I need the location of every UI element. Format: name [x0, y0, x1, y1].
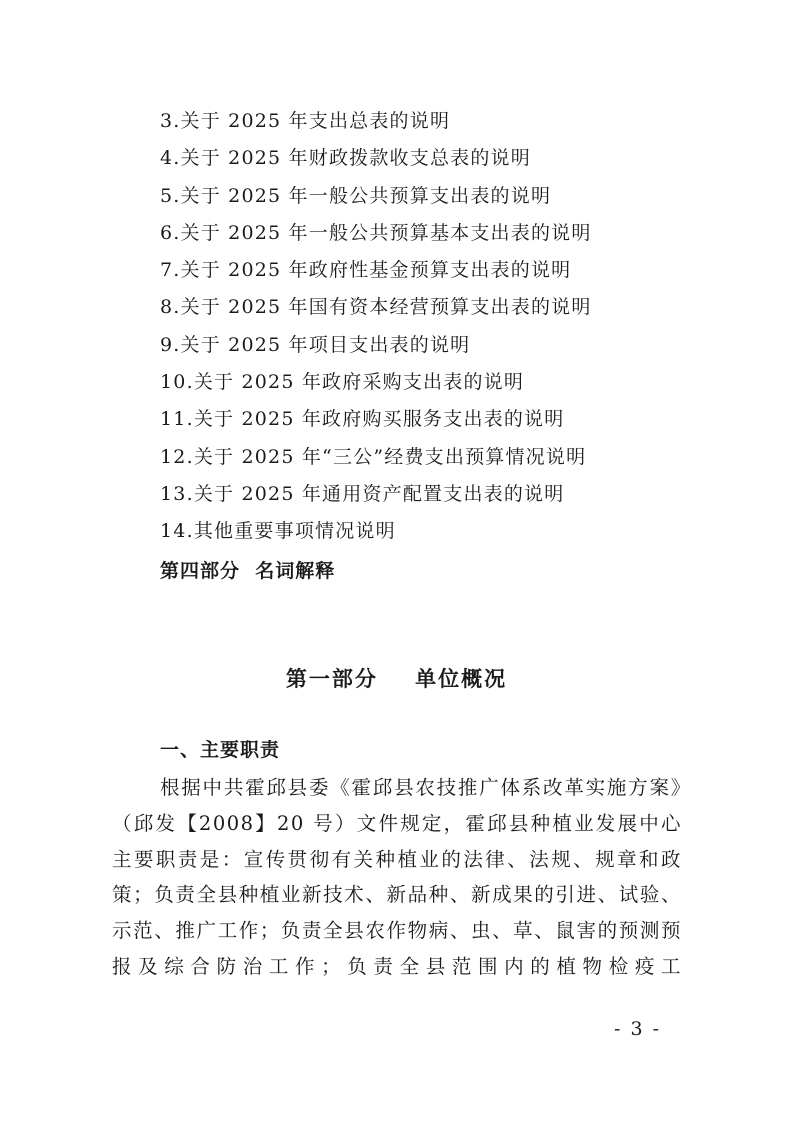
toc-item: 10.关于 2025 年政府采购支出表的说明	[160, 371, 525, 394]
toc-item: 5.关于 2025 年一般公共预算支出表的说明	[160, 184, 552, 207]
part-title: 第一部分 单位概况	[285, 667, 508, 691]
toc-part4-heading: 第四部分 名词解释	[160, 559, 336, 582]
toc-item: 12.关于 2025 年“三公”经费支出预算情况说明	[160, 445, 587, 468]
page-number: - 3 -	[614, 1018, 662, 1040]
toc-item: 9.关于 2025 年项目支出表的说明	[160, 333, 471, 356]
toc-item: 13.关于 2025 年通用资产配置支出表的说明	[160, 482, 565, 505]
toc-item: 8.关于 2025 年国有资本经营预算支出表的说明	[160, 296, 592, 319]
toc-item: 4.关于 2025 年财政拨款收支总表的说明	[160, 147, 531, 170]
section-heading: 一、主要职责	[160, 739, 281, 761]
toc-item: 3.关于 2025 年支出总表的说明	[160, 110, 451, 132]
toc-item: 6.关于 2025 年一般公共预算基本支出表的说明	[160, 221, 592, 244]
toc-item: 7.关于 2025 年政府性基金预算支出表的说明	[160, 259, 572, 282]
table-of-contents	[160, 103, 740, 590]
toc-item: 11.关于 2025 年政府购买服务支出表的说明	[160, 408, 565, 431]
body-paragraph: 根据中共霍邱县委《霍邱县农技推广体系改革实施方案》（邱发【2008】20 号）文件规定，霍邱县种植业发展中心主要职责是：宣传贯彻有关种植业的法律、法规、规章和政策；负责全县种植业新技术、新品种、新成果的引进、试验、示范、推广工作；负责全县农作物病、虫、草、鼠害的预测预报及综合防治工作；负责全县范围内的植物检疫工	[112, 776, 682, 978]
toc-item: 14.其他重要事项情况说明	[160, 520, 396, 543]
